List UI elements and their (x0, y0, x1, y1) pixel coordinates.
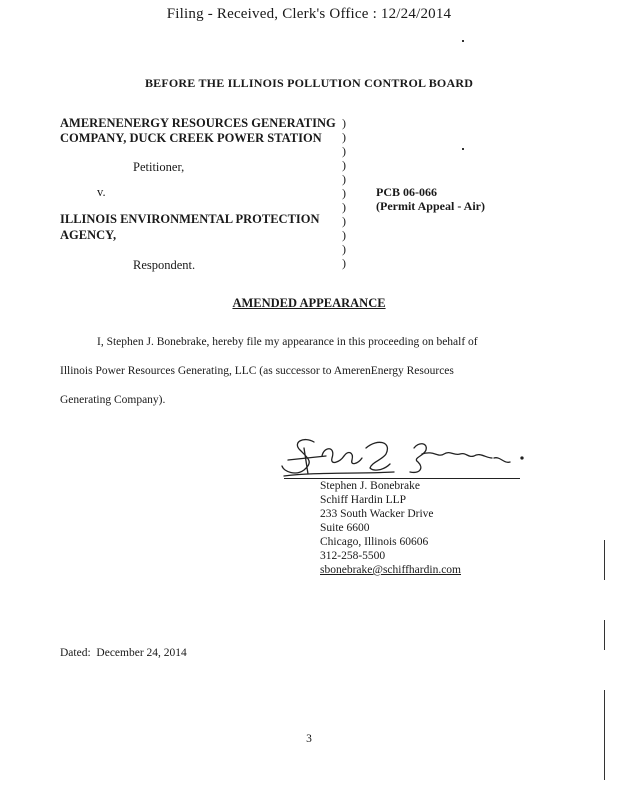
body-line-2: Illinois Power Resources Generating, LLC (as successor to AmerenEnergy Resources (60, 365, 454, 377)
case-type: (Permit Appeal - Air) (376, 199, 485, 213)
scan-edge-mark (604, 620, 605, 650)
firm-name: Schiff Hardin LLP (320, 494, 407, 506)
caption-parenthesis: ) (342, 130, 346, 144)
signature-stroke (282, 440, 314, 473)
page-number: 3 (306, 733, 312, 745)
versus-label: v. (97, 185, 106, 199)
signature-stroke (494, 458, 510, 463)
respondent-label: Respondent. (133, 258, 196, 272)
caption-parenthesis: ) (342, 158, 346, 172)
caption-parenthesis-column (342, 116, 346, 270)
phone-number: 312-258-5500 (320, 550, 386, 562)
signature-dot (521, 457, 523, 459)
caption-parenthesis: ) (342, 144, 346, 158)
signature-stroke (422, 453, 492, 458)
board-title: BEFORE THE ILLINOIS POLLUTION CONTROL BOARD (144, 76, 474, 90)
suite: Suite 6600 (320, 522, 370, 534)
respondent-name-line1: ILLINOIS ENVIRONMENTAL PROTECTION (60, 212, 320, 226)
caption-parenthesis: ) (342, 116, 346, 130)
scan-edge-mark (604, 690, 605, 780)
case-number: PCB 06-066 (376, 185, 437, 199)
petitioner-label: Petitioner, (133, 160, 185, 174)
filing-stamp: Filing - Received, Clerk's Office : 12/24/2014 (166, 6, 452, 22)
email-link[interactable]: sbonebrake@schiffhardin.com (320, 564, 461, 576)
caption-parenthesis: ) (342, 214, 346, 228)
city-state-zip: Chicago, Illinois 60606 (320, 536, 429, 548)
scan-speck (462, 148, 464, 150)
dated-label: Dated: (60, 647, 91, 659)
signature-text: Stephen J. Bonebrake (274, 428, 283, 429)
body-line-1: I, Stephen J. Bonebrake, hereby file my appearance in this proceeding on behalf of (97, 336, 478, 348)
respondent-name-line2: AGENCY, (60, 228, 117, 242)
scan-speck (462, 40, 464, 42)
body-line-3: Generating Company). (60, 394, 166, 406)
petitioner-name-line2: COMPANY, DUCK CREEK POWER STATION (60, 131, 322, 145)
dated-date: December 24, 2014 (96, 647, 187, 659)
signature-stroke (344, 453, 362, 464)
signer-name: Stephen J. Bonebrake (320, 480, 420, 492)
caption-parenthesis: ) (342, 242, 346, 256)
petitioner-name-line1: AMERENENERGY RESOURCES GENERATING (60, 116, 336, 130)
caption-parenthesis: ) (342, 172, 346, 186)
signature-block (320, 479, 461, 577)
street-address: 233 South Wacker Drive (320, 508, 434, 520)
scan-edge-mark (604, 540, 605, 580)
caption-parenthesis: ) (342, 200, 346, 214)
caption-parenthesis: ) (342, 186, 346, 200)
document-heading: AMENDED APPEARANCE (232, 296, 386, 310)
signature-stroke (366, 442, 390, 470)
dated-line (60, 647, 187, 659)
caption-parenthesis: ) (342, 228, 346, 242)
caption-parenthesis: ) (342, 256, 346, 270)
signature-stroke (410, 444, 426, 473)
